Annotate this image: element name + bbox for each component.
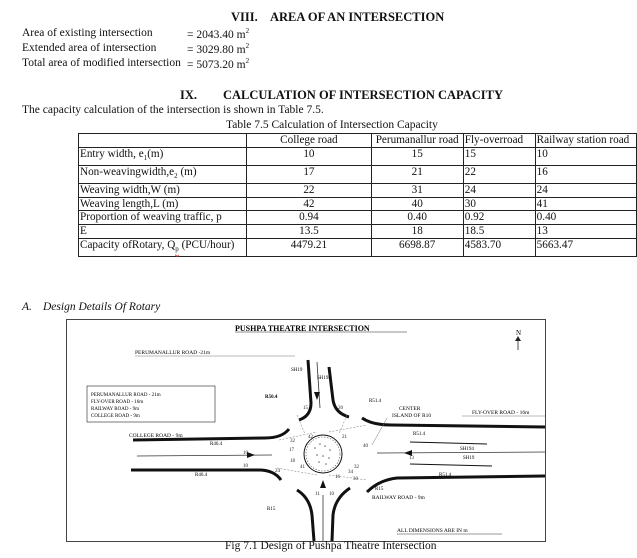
cell-perumanallur: 15 — [371, 147, 463, 165]
header-railway: Railway station road — [535, 134, 636, 148]
dim-value: 10 — [243, 464, 248, 469]
dim-value: 11 — [315, 492, 320, 497]
dimensions-footnote: ALL DIMENSIONS ARE IN m — [397, 528, 468, 534]
cell-flyover: 24 — [463, 183, 535, 197]
dim-value: 40 — [363, 444, 368, 449]
dim-value: 24 — [275, 469, 280, 474]
dim-value: 32 — [354, 465, 359, 470]
cell-railway: 13 — [535, 225, 636, 239]
r514-label-c: R51.4 — [439, 473, 452, 478]
row-label: Capacity ofRotary, $Q_p$ (PCU/hour) — [79, 239, 247, 257]
table-row — [79, 211, 637, 225]
section-8-number: VIII. — [231, 10, 258, 24]
center-label-1: CENTER — [399, 406, 421, 412]
sh19-label-right: SH19 — [463, 456, 475, 461]
area-total-value: = 5073.20 $m^2$ — [187, 57, 250, 71]
cell-college: 22 — [247, 183, 371, 197]
cell-perumanallur: 21 — [371, 165, 463, 183]
cell-railway: 5663.47 — [535, 239, 636, 257]
top-road-centerline — [317, 362, 320, 408]
cell-college: 42 — [247, 197, 371, 211]
intersection-figure — [66, 319, 546, 542]
r15-label-a: R15 — [375, 487, 384, 492]
legend-item: COLLEGE ROAD - 9m — [91, 414, 140, 419]
area-existing-value: = 2043.40 $m^2$ — [187, 27, 250, 41]
r15-label-b: R15 — [267, 507, 276, 512]
dim-value: 30 — [353, 477, 358, 482]
row-label: Proportion of weaving traffic, p — [79, 211, 247, 225]
header-flyover: Fly-overroad — [463, 134, 535, 148]
header-perumanallur: Perumanallur road — [371, 134, 463, 148]
area-existing-label: Area of existing intersection — [22, 27, 153, 39]
flyover-ramp-line — [410, 442, 487, 444]
subsection-title: Design Details Of Rotary — [43, 301, 161, 313]
dim-value: 15 — [303, 406, 308, 411]
cell-college: 0.94 — [247, 211, 371, 225]
legend-item: RAILWAY ROAD - 9m — [91, 407, 140, 412]
center-label-2: ISLAND OF R10 — [392, 413, 432, 419]
dim-value: 42 — [308, 435, 313, 440]
table-header-row — [79, 134, 637, 148]
cell-college: 4479.21 — [247, 239, 371, 257]
road-edge-right-top — [362, 418, 545, 427]
road-edge-bottom-right — [332, 488, 350, 541]
legend-item: PERUMANALLUR ROAD - 21m — [91, 393, 161, 398]
perumanallur-road-label: PERUMANALLUR ROAD -21m — [135, 350, 211, 356]
dim-value: 17 — [289, 448, 294, 453]
area-extended-value: = 3029.80 $m^2$ — [187, 42, 250, 56]
arrow-right-icon — [247, 452, 255, 458]
table-caption: Table 7.5 Calculation of Intersection Capacity — [226, 119, 438, 131]
cell-railway: 10 — [535, 147, 636, 165]
dim-value: 20 — [338, 406, 343, 411]
college-road-label: COLLEGE ROAD - 9m — [129, 433, 183, 439]
row-label: Non-$weavingwidth,e_2$ (m) — [79, 165, 247, 183]
arrow-up-icon — [320, 480, 326, 488]
r464-label-b: R46.4 — [195, 473, 208, 478]
table-row — [79, 239, 637, 257]
cell-flyover: 22 — [463, 165, 535, 183]
cell-railway: 0.40 — [535, 211, 636, 225]
legend-item: FLY-OVER ROAD - 16m — [91, 400, 144, 405]
cell-flyover: 0.92 — [463, 211, 535, 225]
section-9-intro: The capacity calculation of the intersection is shown in Table 7.5. — [22, 104, 324, 116]
r504-label: R50.4 — [265, 395, 278, 400]
sh19-label-top: SH19 — [291, 368, 303, 373]
row-label: Entry width, $e_1(m)$ — [79, 147, 247, 165]
table-row — [79, 147, 637, 165]
flyover-road-label: FLY-OVER ROAD - 16m — [472, 410, 530, 416]
dim-value: 10 — [243, 451, 248, 456]
cell-flyover: 30 — [463, 197, 535, 211]
sh194-label-right: SH194 — [460, 447, 474, 452]
section-8-title: AREA OF AN INTERSECTION — [270, 10, 445, 24]
road-edge-bottom-left — [297, 490, 314, 541]
area-total-label: Total area of modified intersection — [22, 57, 181, 69]
cell-flyover: 15 — [463, 147, 535, 165]
dim-value: 21 — [342, 435, 347, 440]
cell-college: 10 — [247, 147, 371, 165]
sh194-label-top: SH194 — [317, 376, 331, 381]
figure-title: PUSHPA THEATRE INTERSECTION — [235, 324, 370, 333]
row-label: Weaving length,L (m) — [79, 197, 247, 211]
north-label: N — [516, 329, 522, 337]
cell-perumanallur: 0.40 — [371, 211, 463, 225]
table-row — [79, 165, 637, 183]
central-island — [304, 435, 342, 473]
cell-railway: 24 — [535, 183, 636, 197]
cell-perumanallur: 6698.87 — [371, 239, 463, 257]
header-cell-blank — [79, 134, 247, 148]
flyover-ramp-line-lower — [410, 464, 492, 466]
cell-flyover: 4583.70 — [463, 239, 535, 257]
header-college: College road — [247, 134, 371, 148]
cell-college: 17 — [247, 165, 371, 183]
area-extended-label: Extended area of intersection — [22, 42, 157, 54]
cell-perumanallur: 40 — [371, 197, 463, 211]
r514-label-a: R51.4 — [369, 399, 382, 404]
row-label: E — [79, 225, 247, 239]
dim-value: 34 — [348, 470, 353, 475]
cell-railway: 41 — [535, 197, 636, 211]
intersection-drawing — [67, 320, 545, 541]
figure-caption: Fig 7.1 Design of Pushpa Theatre Intersection — [225, 540, 437, 552]
road-edge-right-bottom — [367, 476, 545, 492]
r464-label-a: R46.4 — [210, 442, 223, 447]
dim-value: 13 — [409, 456, 414, 461]
dim-value: 10 — [329, 492, 334, 497]
dim-value: 32 — [290, 439, 295, 444]
cell-perumanallur: 31 — [371, 183, 463, 197]
row-label: Weaving width,W (m) — [79, 183, 247, 197]
section-9-title: CALCULATION OF INTERSECTION CAPACITY — [223, 88, 504, 102]
right-road-centerline — [377, 452, 545, 453]
table-row — [79, 225, 637, 239]
table-row — [79, 183, 637, 197]
cell-perumanallur: 18 — [371, 225, 463, 239]
table-row — [79, 197, 637, 211]
cell-college: 13.5 — [247, 225, 371, 239]
cell-flyover: 18.5 — [463, 225, 535, 239]
section-9-number: IX. — [180, 88, 198, 102]
cell-railway: 16 — [535, 165, 636, 183]
subsection-letter: A. — [22, 301, 32, 313]
railway-road-label: RAILWAY ROAD - 9m — [372, 495, 425, 501]
capacity-table — [78, 133, 637, 257]
dim-value: 18 — [290, 459, 295, 464]
r514-label-b: R51.4 — [413, 432, 426, 437]
dim-value: 41 — [300, 465, 305, 470]
dim-value: 16 — [335, 475, 340, 480]
